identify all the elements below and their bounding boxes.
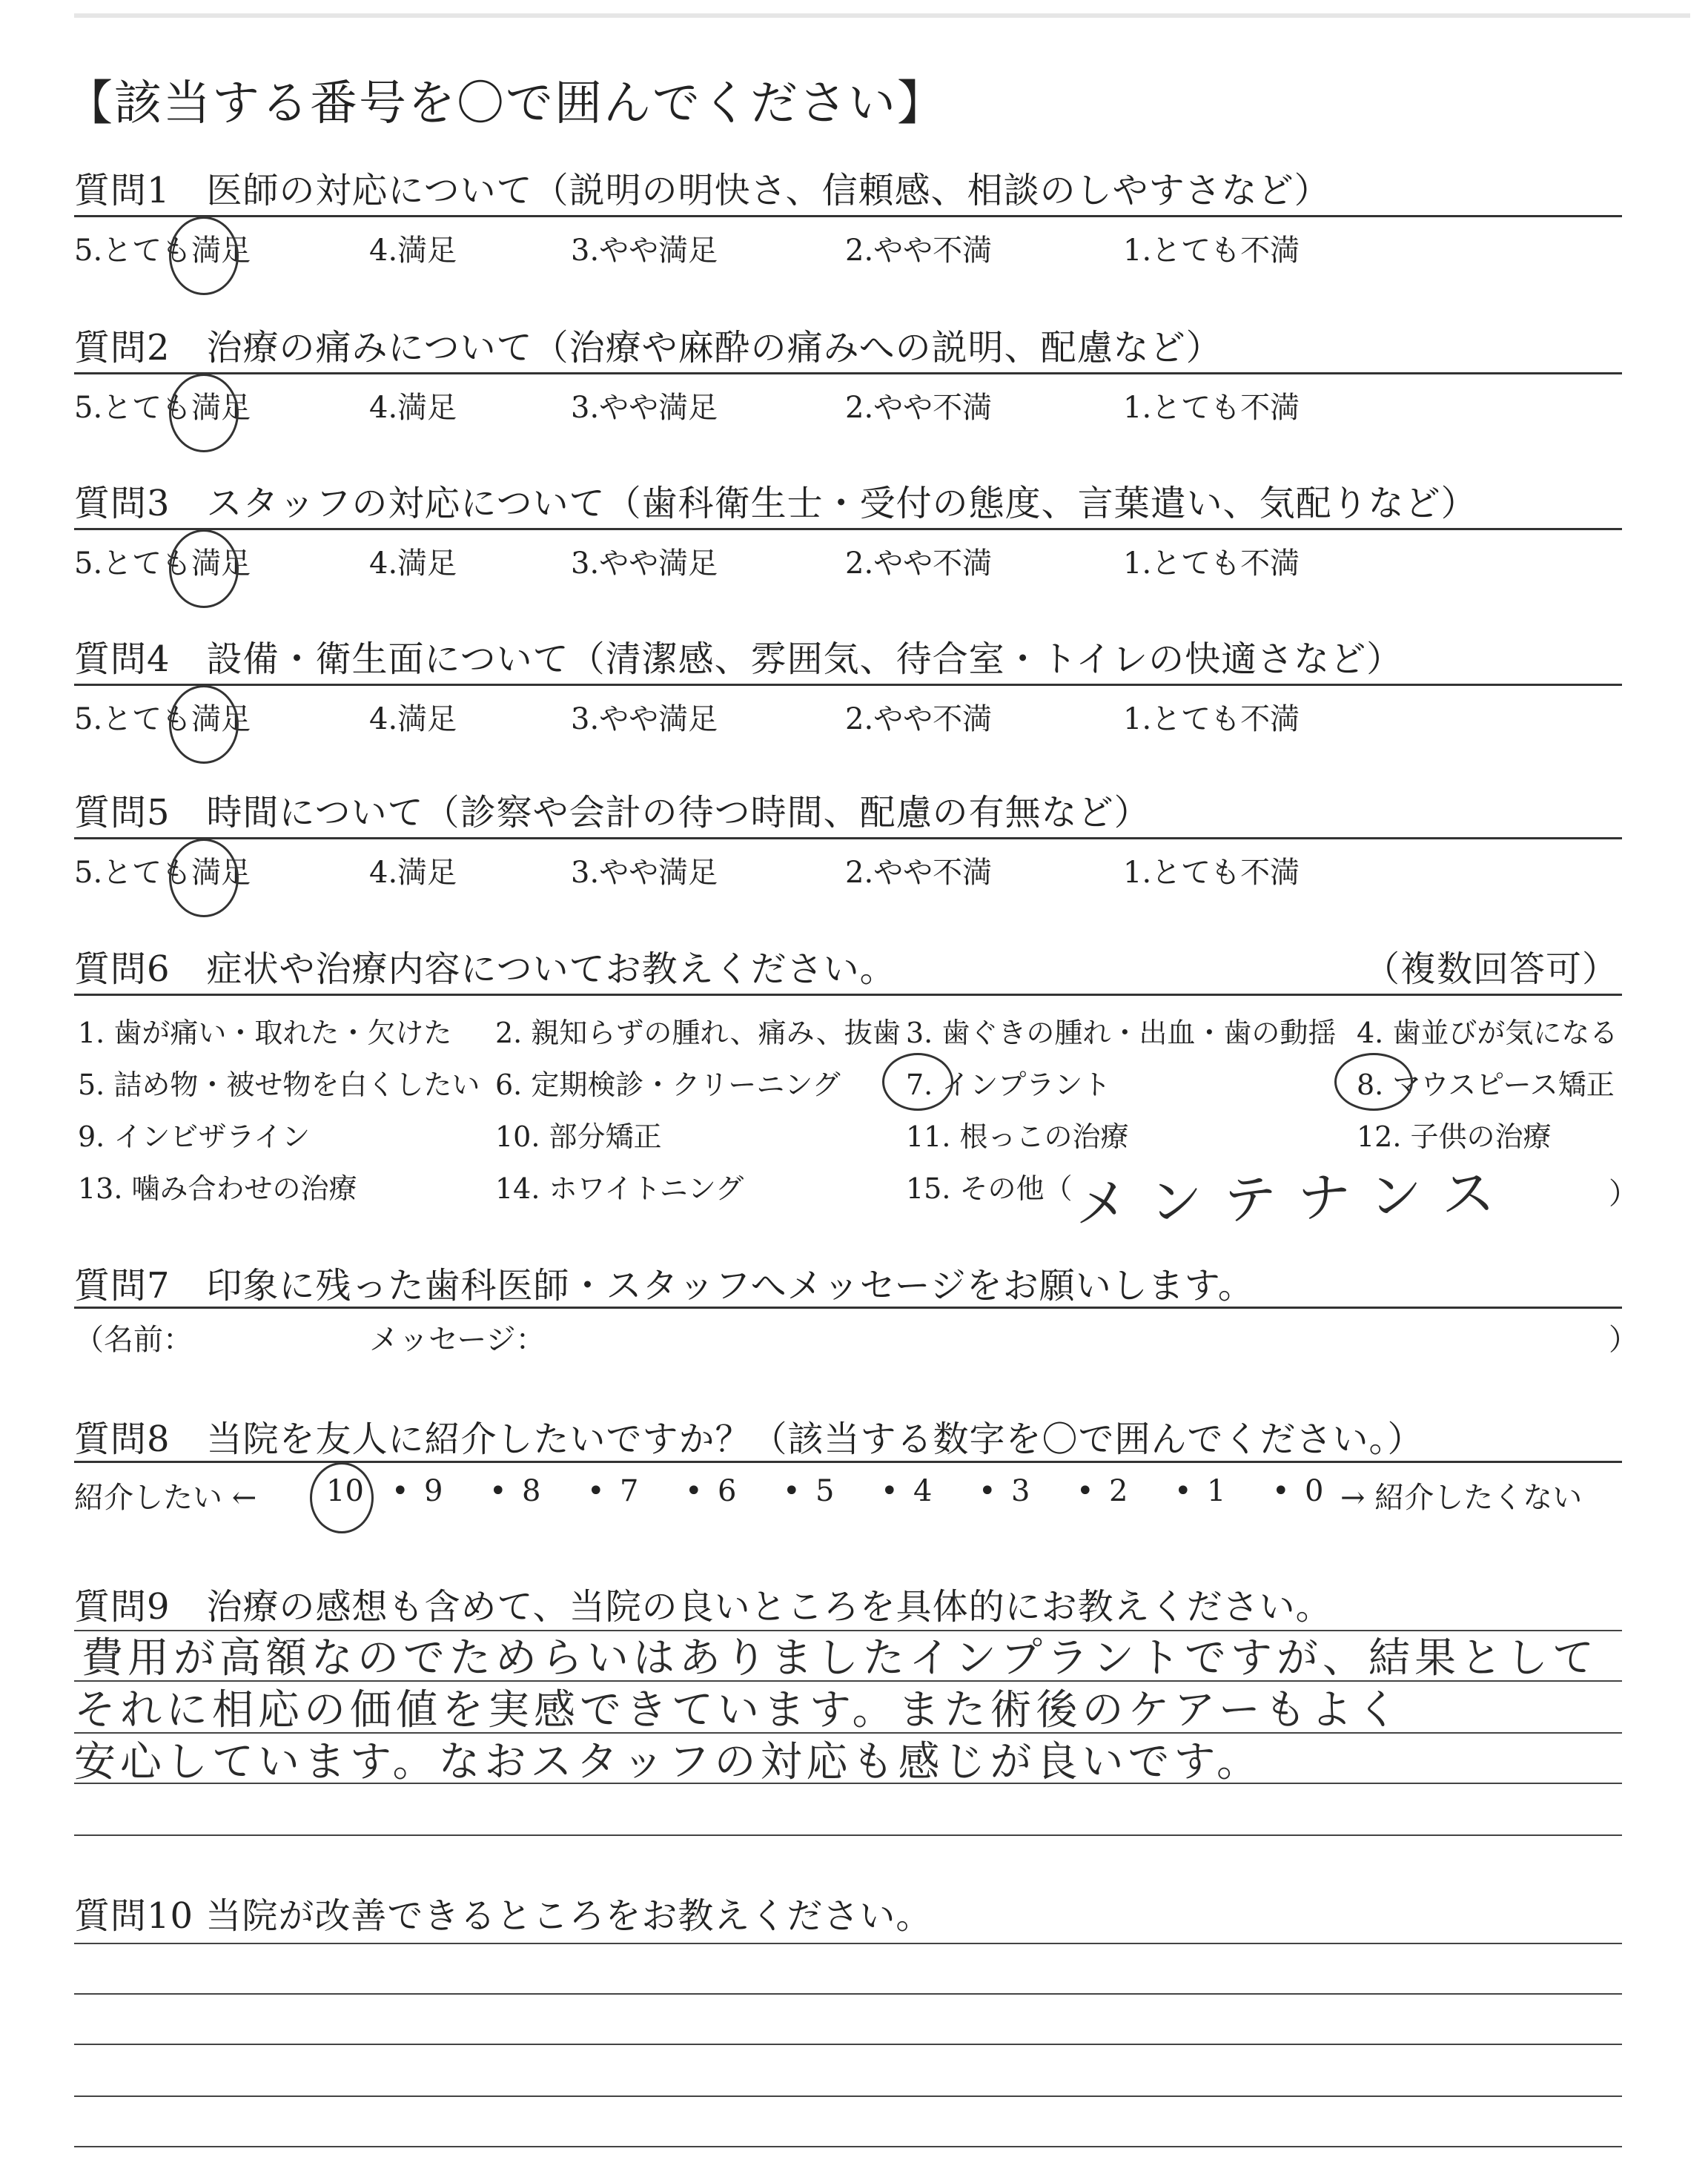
q9-title: 質問9 治療の感想も含めて、当院の良いところを具体的にお教えください。 [74, 1586, 1332, 1628]
q8-scale-0: 0 [1305, 1474, 1324, 1508]
q9-line-5 [74, 1834, 1622, 1836]
q6-option-12: 12. 子供の治療 [1357, 1120, 1552, 1153]
q1-option-5: 5.とても満足 [74, 234, 251, 268]
q8-left-label: 紹介したい ← [74, 1481, 257, 1515]
q10-line-4 [74, 2095, 1622, 2097]
q6-option-6: 6. 定期検診・クリーニング [495, 1069, 841, 1101]
q6-option-2: 2. 親知らずの腫れ、痛み、抜歯 [495, 1017, 901, 1049]
page-heading: 【該当する番号を〇で囲んでください】 [65, 76, 946, 131]
q6-option-9: 9. インビザライン [78, 1120, 311, 1153]
q1-option-2: 2.やや不満 [845, 234, 993, 268]
q3-rule [74, 528, 1622, 530]
q3-option-3: 3.やや満足 [571, 546, 718, 581]
q7-title: 質問7 印象に残った歯科医師・スタッフへメッセージをお願いします。 [74, 1265, 1254, 1307]
q8-selected-circle [310, 1462, 374, 1533]
q6-option-7: 7. インプラント [906, 1069, 1111, 1101]
q2-option-4: 4.満足 [369, 391, 457, 425]
q6-option-14: 14. ホワイトニング [495, 1172, 744, 1205]
q5-option-1: 1.とても不満 [1123, 856, 1300, 890]
q6-other-close: ） [1609, 1177, 1638, 1211]
q6-option-5: 5. 詰め物・被せ物を白くしたい [78, 1069, 480, 1101]
q4-selected-circle [169, 685, 239, 764]
q8-scale-dot: • [1174, 1474, 1192, 1508]
q6-option-11: 11. 根っこの治療 [906, 1120, 1129, 1153]
q6-option-15: 15. その他（ [906, 1172, 1073, 1205]
q8-scale-4: 4 [913, 1474, 933, 1508]
q7-rule [74, 1307, 1622, 1309]
q2-option-3: 3.やや満足 [571, 391, 718, 425]
q8-scale-dot: • [979, 1474, 996, 1508]
q5-option-2: 2.やや不満 [845, 856, 993, 890]
q5-selected-circle [169, 839, 239, 917]
q5-option-3: 3.やや満足 [571, 856, 718, 890]
q6-option-10: 10. 部分矯正 [495, 1120, 662, 1153]
q3-title: 質問3 スタッフの対応について（歯科衛生士・受付の態度、言葉遣い、気配りなど） [74, 483, 1477, 524]
q1-option-4: 4.満足 [369, 234, 457, 268]
q9-answer-line-1: 費用が高額なのでためらいはありましたインプラントですが、結果として [82, 1634, 1598, 1682]
q5-option-4: 4.満足 [369, 856, 457, 890]
q6-option-8: 8. マウスピース矯正 [1357, 1069, 1615, 1101]
q8-scale-3: 3 [1011, 1474, 1030, 1508]
q2-option-2: 2.やや不満 [845, 391, 993, 425]
q3-option-5: 5.とても満足 [74, 546, 251, 581]
q6-other-handwriting: メンテナンス [1074, 1161, 1517, 1235]
q8-scale-10: 10 [326, 1474, 364, 1508]
q8-title: 質問8 当院を友人に紹介したいですか？（該当する数字を〇で囲んでください。） [74, 1418, 1424, 1460]
q9-answer-line-3: 安心しています。なおスタッフの対応も感じが良いです。 [74, 1738, 1263, 1786]
q6-option-3: 3. 歯ぐきの腫れ・出血・歯の動揺 [906, 1017, 1337, 1049]
q6-selected-circle-7 [882, 1053, 953, 1111]
q2-rule [74, 372, 1622, 374]
q6-option-4: 4. 歯並びが気になる [1357, 1017, 1618, 1049]
q10-line-1 [74, 1943, 1622, 1944]
q8-scale-2: 2 [1109, 1474, 1128, 1508]
q6-selected-circle-8 [1334, 1053, 1413, 1111]
q2-title: 質問2 治療の痛みについて（治療や麻酔の痛みへの説明、配慮など） [74, 327, 1222, 369]
q6-option-13: 13. 噛み合わせの治療 [78, 1172, 357, 1205]
q8-scale-1: 1 [1207, 1474, 1226, 1508]
q3-selected-circle [169, 529, 239, 608]
q1-selected-circle [169, 217, 239, 295]
q10-line-3 [74, 2044, 1622, 2045]
q6-rule [74, 994, 1622, 996]
q5-option-5: 5.とても満足 [74, 856, 251, 890]
q1-title: 質問1 医師の対応について（説明の明快さ、信頼感、相談のしやすさなど） [74, 170, 1331, 211]
q8-right-label: → 紹介したくない [1340, 1481, 1583, 1515]
q6-note: （複数回答可） [1364, 948, 1619, 990]
q10-title: 質問10 当院が改善できるところをお教えください。 [74, 1895, 933, 1937]
q5-title: 質問5 時間について（診察や会計の待つ時間、配慮の有無など） [74, 792, 1151, 833]
q2-option-1: 1.とても不満 [1123, 391, 1300, 425]
q8-scale-dot: • [783, 1474, 801, 1508]
q8-scale-6: 6 [718, 1474, 737, 1508]
q8-scale-5: 5 [815, 1474, 835, 1508]
q4-option-3: 3.やや満足 [571, 702, 718, 736]
q2-option-5: 5.とても満足 [74, 391, 251, 425]
q8-scale-dot: • [881, 1474, 898, 1508]
q2-selected-circle [169, 374, 239, 452]
q8-scale-dot: • [1272, 1474, 1290, 1508]
q8-rule [74, 1461, 1622, 1463]
q5-rule [74, 837, 1622, 839]
q8-scale-9: 9 [424, 1474, 443, 1508]
q3-option-4: 4.満足 [369, 546, 457, 581]
q8-scale-dot: • [391, 1474, 409, 1508]
q7-close: ） [1609, 1323, 1638, 1357]
q6-title: 質問6 症状や治療内容についてお教えください。 [74, 948, 896, 990]
q1-rule [74, 215, 1622, 217]
q10-line-5 [74, 2146, 1622, 2147]
q8-scale-dot: • [489, 1474, 507, 1508]
q7-message-label: メッセージ： [369, 1323, 546, 1357]
scan-top-edge [74, 13, 1690, 18]
q4-title: 質問4 設備・衛生面について（清潔感、雰囲気、待合室・トイレの快適さなど） [74, 638, 1403, 680]
q3-option-1: 1.とても不満 [1123, 546, 1300, 581]
q9-answer-line-2: それに相応の価値を実感できています。また術後のケアーもよく [74, 1686, 1403, 1734]
q4-option-1: 1.とても不満 [1123, 702, 1300, 736]
q4-option-2: 2.やや不満 [845, 702, 993, 736]
q10-line-2 [74, 1993, 1622, 1995]
q8-scale-dot: • [685, 1474, 703, 1508]
q4-option-4: 4.満足 [369, 702, 457, 736]
q8-scale-dot: • [1076, 1474, 1094, 1508]
q4-rule [74, 684, 1622, 686]
q1-option-3: 3.やや満足 [571, 234, 718, 268]
q8-scale-dot: • [587, 1474, 605, 1508]
q7-name-label: （名前： [74, 1323, 193, 1357]
q8-scale-7: 7 [620, 1474, 639, 1508]
q6-option-1: 1. 歯が痛い・取れた・欠けた [78, 1017, 452, 1049]
q3-option-2: 2.やや不満 [845, 546, 993, 581]
q1-option-1: 1.とても不満 [1123, 234, 1300, 268]
q4-option-5: 5.とても満足 [74, 702, 251, 736]
q8-scale-8: 8 [522, 1474, 541, 1508]
